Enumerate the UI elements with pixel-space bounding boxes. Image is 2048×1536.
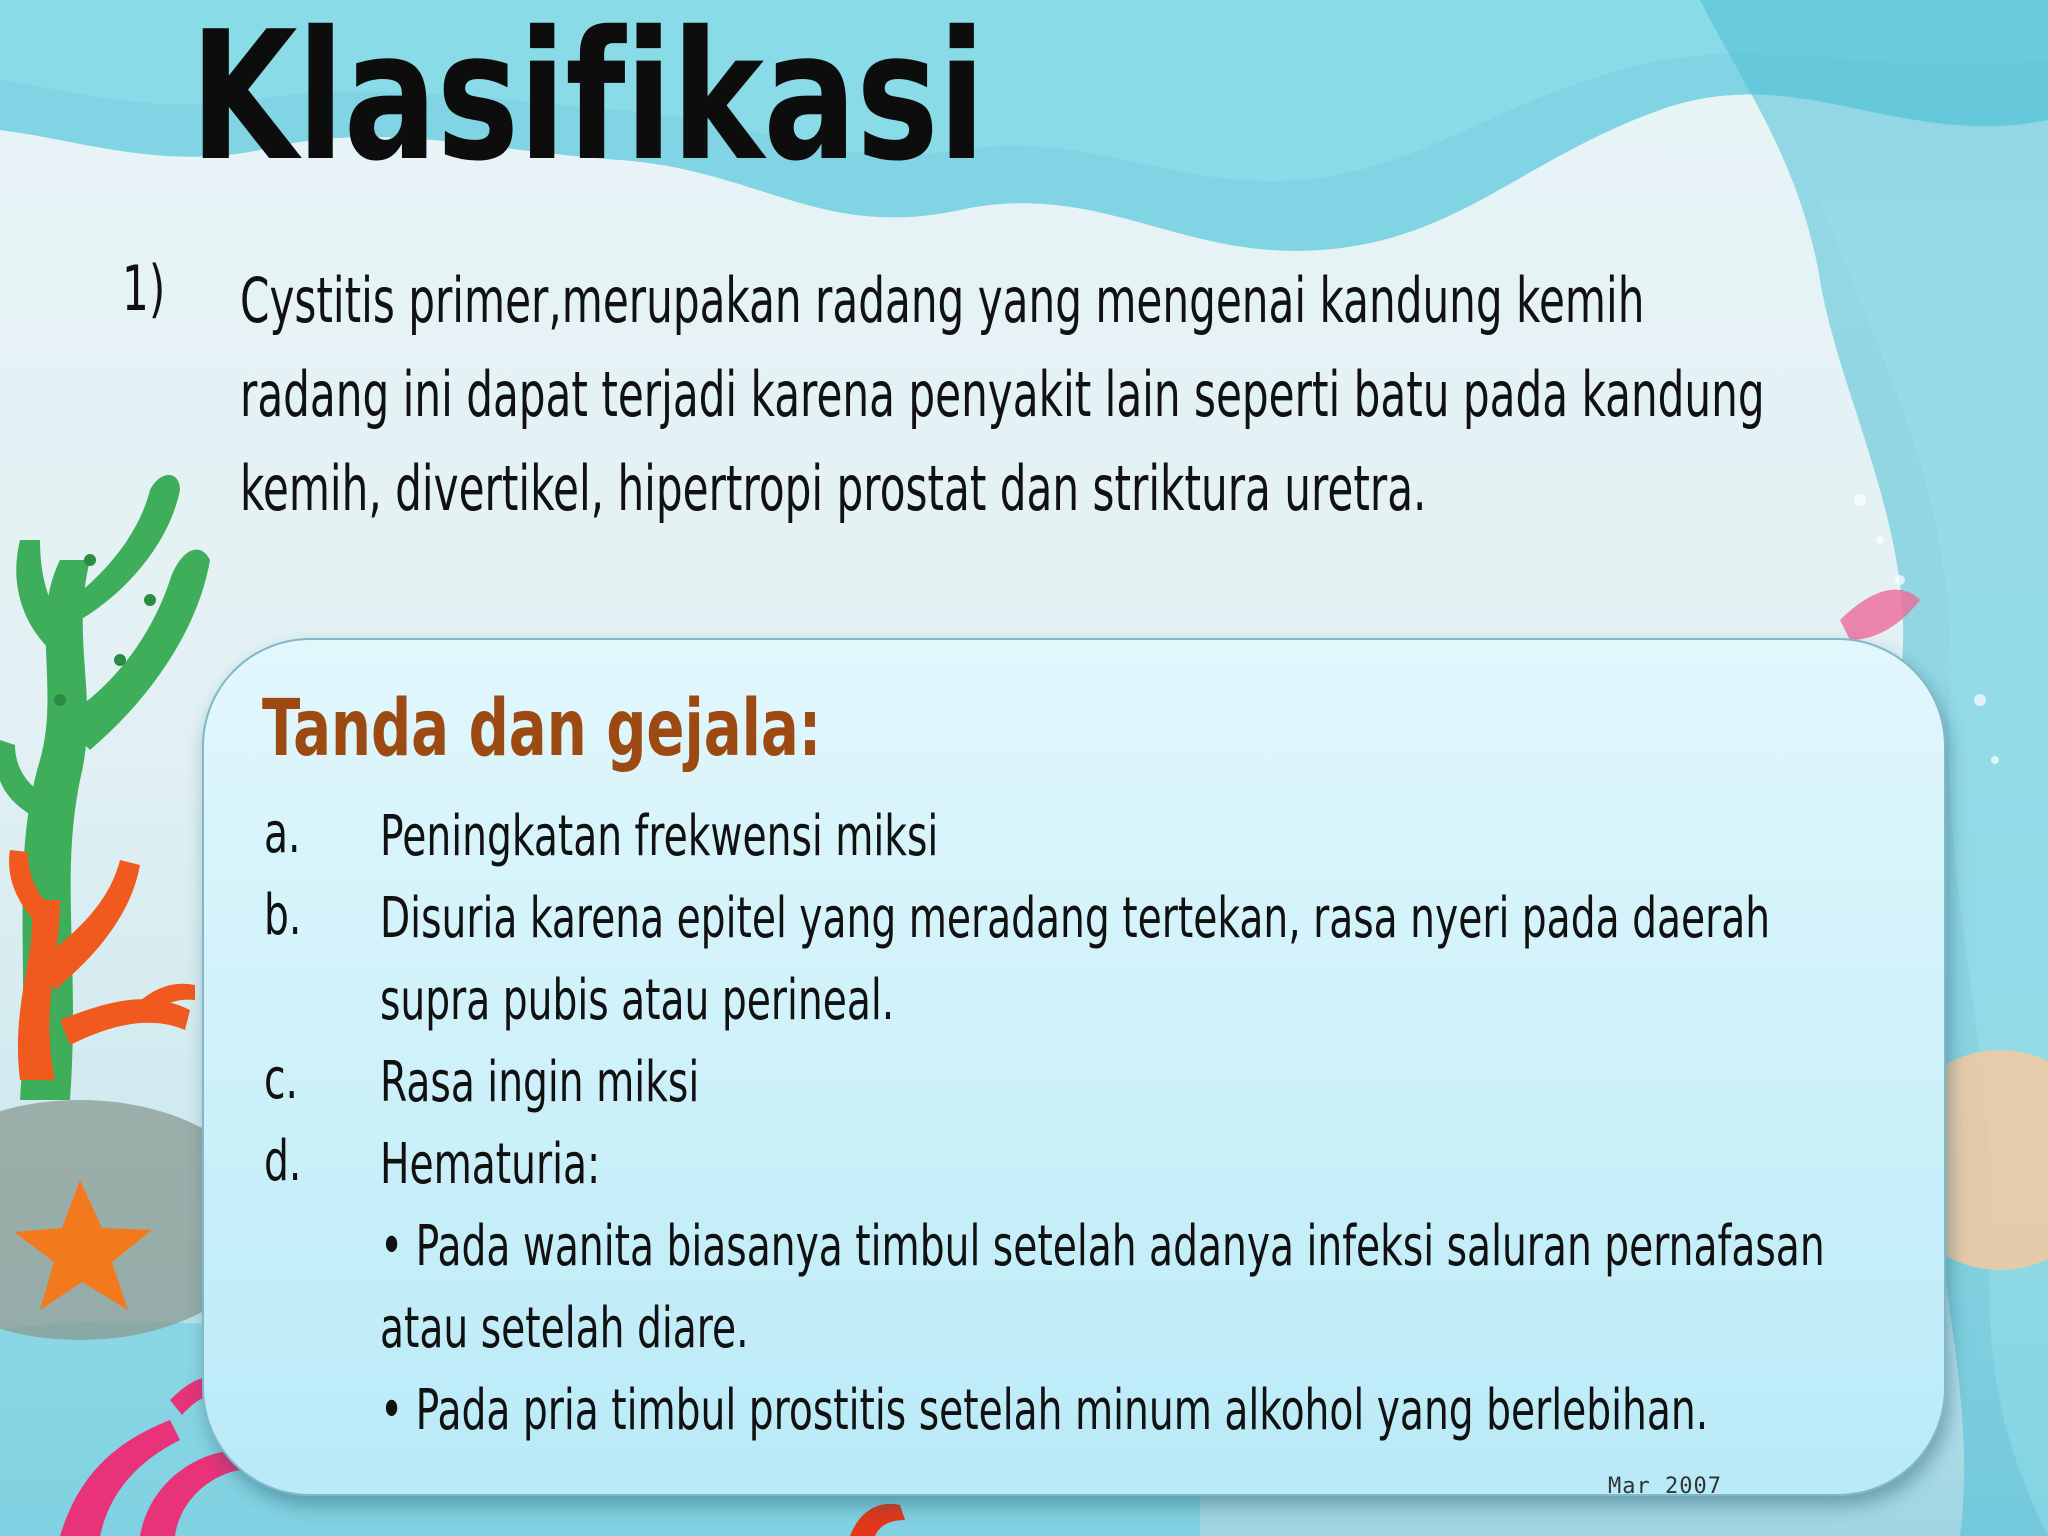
symptom-letter-d: d.: [264, 1129, 302, 1194]
symptom-text-d: Hematuria:: [380, 1132, 601, 1197]
symptoms-heading: Tanda dan gejala:: [262, 684, 822, 774]
symptom-text-c: Rasa ingin miksi: [380, 1050, 700, 1115]
symptom-letter-a: a.: [264, 801, 301, 866]
symptom-bullet-men: • Pada pria timbul prostitis setelah minum alkohol yang berlebihan.: [380, 1378, 1709, 1443]
image-credit: Mar 2007: [1608, 1474, 1722, 1499]
list-item-number: 1): [122, 252, 166, 325]
symptom-text-b: Disuria karena epitel yang meradang tertekan, rasa nyeri pada daerah supra pubis atau perineal.: [380, 886, 1771, 1033]
symptom-letter-c: c.: [264, 1047, 299, 1112]
symptom-text-a: Peningkatan frekwensi miksi: [380, 804, 939, 869]
slide-title: Klasifikasi: [190, 0, 985, 200]
symptom-bullet-women: • Pada wanita biasanya timbul setelah adanya infeksi saluran pernafasan atau setelah diare.: [380, 1214, 1825, 1361]
symptom-letter-b: b.: [264, 883, 302, 948]
list-item-text: Cystitis primer,merupakan radang yang mengenai kandung kemih radang ini dapat terjadi karena penyakit lain seperti batu pada kandung kemih, divertikel, hipertropi prostat dan striktura uretra.: [240, 264, 1765, 525]
